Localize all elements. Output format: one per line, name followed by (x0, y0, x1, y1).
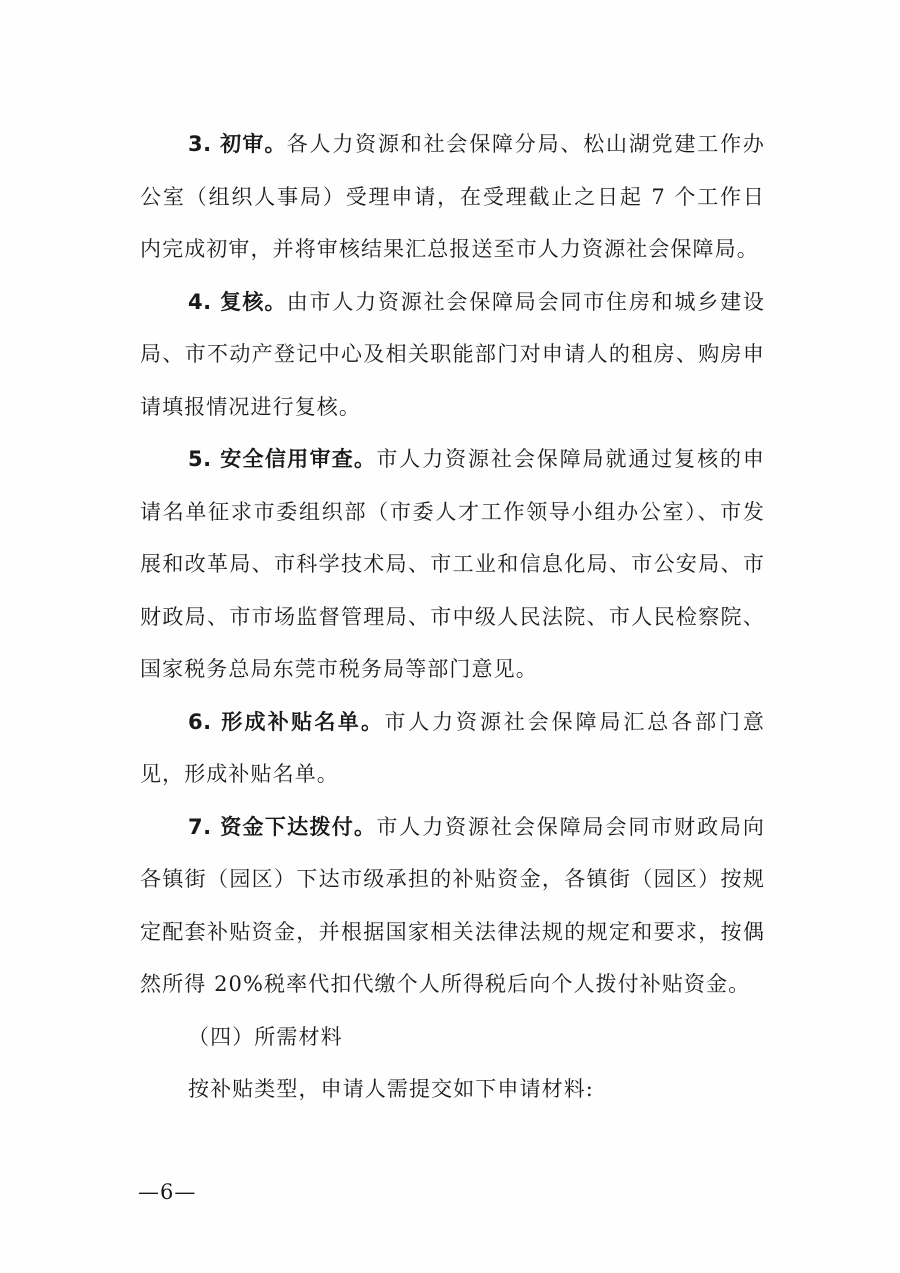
paragraph-fund-disbursement (140, 801, 765, 1011)
paragraph-text: 市人力资源社会保障局就通过复核的申请名单征求市委组织部（市委人才工作领导小组办公室）、市发展和改革局、市科学技术局、市工业和信息化局、市公安局、市财政局、市市场监督管理局、市中级人民法院、市人民检察院、国家税务总局东莞市税务局等部门意见。 (140, 447, 766, 681)
section-title: （四）所需材料 (188, 1024, 343, 1049)
paragraph-heading: 3. 初审。 (188, 132, 287, 156)
paragraph-materials-intro: 按补贴类型，申请人需提交如下申请材料: (188, 1077, 594, 1101)
paragraph-recheck (140, 276, 765, 434)
paragraph-text: 由市人力资源社会保障局会同市住房和城乡建设局、市不动产登记中心及相关职能部门对申请人的租房、购房申请填报情况进行复核。 (140, 289, 765, 419)
paragraph-initial-review (140, 118, 765, 276)
page-number: —6— (138, 1180, 197, 1204)
paragraph-heading: 7. 资金下达拨付。 (188, 814, 377, 839)
document-body (140, 118, 765, 1116)
paragraph-heading: 6. 形成补贴名单。 (188, 709, 385, 734)
paragraph-heading: 4. 复核。 (188, 289, 287, 314)
paragraph-text: 各人力资源和社会保障分局、松山湖党建工作办公室（组织人事局）受理申请，在受理截止之日起 7 个工作日内完成初审，并将审核结果汇总报送至市人力资源社会保障局。 (140, 132, 765, 261)
paragraph-text: 市人力资源社会保障局会同市财政局向各镇街（园区）下达市级承担的补贴资金，各镇街（园区）按规定配套补贴资金，并根据国家相关法律法规的规定和要求，按偶然所得 20%税率代扣代缴个人所得税后向个人拨付补贴资金。 (140, 814, 766, 996)
paragraph-heading: 5. 安全信用审查。 (188, 447, 377, 471)
paragraph-text: 市人力资源社会保障局汇总各部门意见，形成补贴名单。 (140, 709, 765, 786)
paragraph-subsidy-list (140, 696, 765, 801)
paragraph-security-credit-review (140, 433, 765, 696)
